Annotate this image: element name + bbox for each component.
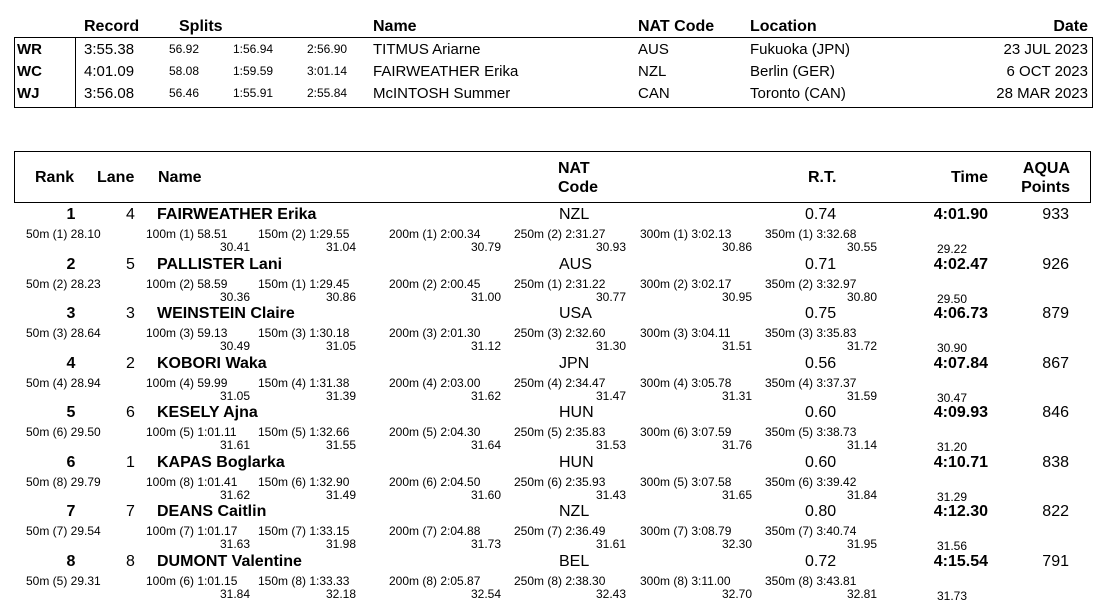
split-cumulative: 200m (5) 2:04.30 <box>389 425 481 439</box>
split-cumulative: 100m (7) 1:01.17 <box>146 524 238 538</box>
split-lap: 30.41 <box>219 240 250 254</box>
result-aqua-points: 822 <box>1042 503 1069 520</box>
records-col-gap <box>307 16 373 38</box>
split-cumulative: 200m (1) 2:00.34 <box>389 227 481 241</box>
result-main-line <box>14 551 1092 573</box>
split-cumulative: 300m (3) 3:04.11 <box>640 326 731 340</box>
records-col-location: Location <box>750 16 940 38</box>
split-lap: 31.14 <box>846 438 877 452</box>
split-cumulative: 300m (6) 3:07.59 <box>640 425 732 439</box>
split-cumulative: 100m (5) 1:01.11 <box>146 425 237 439</box>
split-lap: 31.65 <box>721 487 752 502</box>
split-cumulative: 150m (4) 1:31.38 <box>258 375 350 390</box>
result-row <box>14 501 1092 551</box>
result-time: 4:06.73 <box>933 305 988 322</box>
record-split: 1:55.91 <box>233 86 274 100</box>
records-col-splits: Splits <box>169 16 307 38</box>
split-cell <box>514 525 626 551</box>
split-cumulative: 50m (7) 29.54 <box>26 524 101 538</box>
split-cumulative: 250m (4) 2:34.47 <box>514 375 606 390</box>
split-cumulative: 300m (1) 3:02.13 <box>640 227 732 241</box>
split-cell <box>146 575 250 601</box>
record-split: 2:56.90 <box>307 42 348 56</box>
split-cumulative: 350m (4) 3:37.37 <box>765 375 857 390</box>
result-rt: 0.72 <box>805 552 837 570</box>
split-lap: 31.84 <box>846 487 877 502</box>
result-lane: 3 <box>126 305 135 322</box>
split-lap: 31.61 <box>219 438 250 452</box>
split-cell <box>640 575 752 601</box>
result-lane: 4 <box>126 206 135 223</box>
split-cell <box>514 278 626 304</box>
record-nat-code: AUS <box>638 40 669 58</box>
split-cumulative: 350m (8) 3:43.81 <box>765 573 857 588</box>
split-cumulative: 300m (2) 3:02.17 <box>640 276 732 291</box>
split-cumulative: 150m (1) 1:29.45 <box>258 276 350 291</box>
split-cumulative: 100m (6) 1:01.15 <box>146 573 238 588</box>
split-cumulative: 150m (5) 1:32.66 <box>258 425 350 439</box>
split-cell <box>26 525 101 538</box>
split-cumulative: 350m (5) 3:38.73 <box>765 425 857 439</box>
result-name: DUMONT Valentine <box>157 552 302 570</box>
record-holder-name: TITMUS Ariarne <box>373 40 481 58</box>
split-cumulative: 50m (4) 28.94 <box>26 375 101 390</box>
split-cell <box>146 228 250 254</box>
result-rt: 0.71 <box>805 255 837 273</box>
results-col-aqua: AQUA <box>1022 160 1070 177</box>
record-split: 56.92 <box>169 42 200 56</box>
split-cell <box>258 278 356 304</box>
split-cumulative: 100m (8) 1:01.41 <box>146 474 238 489</box>
record-date: 23 JUL 2023 <box>1003 40 1088 58</box>
split-lap: 30.79 <box>470 240 501 254</box>
split-cumulative: 50m (2) 28.23 <box>26 276 101 291</box>
split-cumulative: 300m (4) 3:05.78 <box>640 375 732 390</box>
split-lap: 30.95 <box>721 289 752 304</box>
record-split: 2:55.84 <box>307 86 348 100</box>
results-col-lane: Lane <box>97 169 135 186</box>
record-type: WJ <box>17 84 40 102</box>
result-row <box>14 303 1092 353</box>
result-main-line <box>14 501 1092 523</box>
split-cumulative: 100m (3) 59.13 <box>146 326 228 340</box>
split-cumulative: 250m (3) 2:32.60 <box>514 326 606 340</box>
split-cumulative: 250m (1) 2:31.22 <box>514 276 606 291</box>
result-name: PALLISTER Lani <box>157 255 283 273</box>
record-split: 56.46 <box>169 86 200 100</box>
split-final-lap: 29.50 <box>936 291 967 306</box>
record-date: 28 MAR 2023 <box>996 84 1088 102</box>
split-lap: 31.53 <box>595 438 626 452</box>
split-cumulative: 50m (3) 28.64 <box>26 326 101 340</box>
split-lap: 31.43 <box>595 487 626 502</box>
split-cell <box>389 377 501 403</box>
split-lap: 31.49 <box>325 487 356 502</box>
result-time: 4:15.54 <box>933 552 988 570</box>
result-lane: 5 <box>126 255 135 273</box>
split-cumulative: 300m (5) 3:07.58 <box>640 474 732 489</box>
split-cumulative: 150m (3) 1:30.18 <box>258 326 350 340</box>
split-cell <box>640 525 752 551</box>
split-lap: 31.55 <box>325 438 356 452</box>
result-aqua-points: 879 <box>1042 305 1069 322</box>
result-lane: 6 <box>126 404 135 421</box>
split-cell <box>640 278 752 304</box>
record-type: WR <box>17 40 42 58</box>
split-lap: 31.31 <box>721 388 752 403</box>
split-cell <box>26 575 101 588</box>
split-cumulative: 200m (7) 2:04.88 <box>389 524 481 538</box>
result-main-line <box>14 452 1092 474</box>
split-cumulative: 50m (1) 28.10 <box>26 227 101 241</box>
split-cell <box>640 228 752 254</box>
result-row <box>14 254 1092 304</box>
split-cell <box>640 377 752 403</box>
record-date: 6 OCT 2023 <box>1006 62 1088 80</box>
split-cell <box>26 327 101 340</box>
result-rt: 0.74 <box>805 206 837 223</box>
split-cumulative: 300m (8) 3:11.00 <box>640 573 731 588</box>
split-cell <box>765 426 877 452</box>
result-nat: BEL <box>559 552 590 570</box>
split-lap: 31.72 <box>846 339 877 353</box>
result-aqua-points: 846 <box>1042 404 1069 421</box>
split-cell <box>765 575 877 601</box>
split-lap: 32.54 <box>470 586 501 601</box>
split-lap: 31.00 <box>470 289 501 304</box>
split-cell <box>514 377 626 403</box>
split-cell <box>26 377 101 390</box>
result-rank: 2 <box>66 255 76 273</box>
result-nat: HUN <box>559 453 594 471</box>
split-lap: 30.49 <box>219 339 250 353</box>
result-name: KOBORI Waka <box>157 354 267 372</box>
split-final-lap: 30.90 <box>936 341 967 355</box>
result-name: KAPAS Boglarka <box>157 453 285 471</box>
result-time: 4:09.93 <box>933 404 988 421</box>
result-main-line <box>14 353 1092 375</box>
records-col-nat: NAT Code <box>638 16 750 38</box>
split-cell <box>258 426 356 452</box>
split-lap: 31.64 <box>470 438 501 452</box>
result-main-line <box>14 303 1092 325</box>
result-name: FAIRWEATHER Erika <box>157 206 317 223</box>
split-lap: 30.80 <box>846 289 877 304</box>
split-cumulative: 50m (6) 29.50 <box>26 425 101 439</box>
split-cumulative: 50m (8) 29.79 <box>26 474 101 489</box>
record-nat-code: CAN <box>638 84 670 102</box>
split-cumulative: 350m (2) 3:32.97 <box>765 276 857 291</box>
split-cumulative: 150m (2) 1:29.55 <box>258 227 350 241</box>
result-rank: 1 <box>66 206 76 223</box>
record-location: Toronto (CAN) <box>750 84 846 102</box>
result-aqua-points: 867 <box>1042 354 1069 372</box>
result-rank: 3 <box>66 305 76 322</box>
split-cumulative: 100m (2) 58.59 <box>146 276 228 291</box>
split-lap: 31.84 <box>219 586 250 601</box>
split-cumulative: 200m (8) 2:05.87 <box>389 573 481 588</box>
split-lap: 31.63 <box>219 537 250 551</box>
record-split: 1:56.94 <box>233 42 274 56</box>
record-time: 4:01.09 <box>84 62 135 80</box>
result-name: WEINSTEIN Claire <box>157 305 295 322</box>
split-cell <box>389 426 501 452</box>
result-main-line <box>14 204 1092 226</box>
split-cell <box>389 525 501 551</box>
split-lap: 31.51 <box>721 339 752 353</box>
results-col-name: Name <box>158 169 202 186</box>
split-lap: 30.86 <box>721 240 752 254</box>
split-lap: 31.59 <box>846 388 877 403</box>
split-cumulative: 50m (5) 29.31 <box>26 573 101 588</box>
split-cell <box>258 228 356 254</box>
split-cell <box>258 575 356 601</box>
split-cell <box>389 327 501 353</box>
split-cumulative: 300m (7) 3:08.79 <box>640 524 732 538</box>
record-location: Berlin (GER) <box>750 62 836 80</box>
result-aqua-points: 926 <box>1042 255 1069 273</box>
split-cell <box>146 377 250 403</box>
split-lap: 31.62 <box>219 487 250 502</box>
split-cumulative: 350m (7) 3:40.74 <box>765 524 857 538</box>
result-time: 4:02.47 <box>933 255 988 273</box>
result-aqua-points: 933 <box>1042 206 1069 223</box>
split-cumulative: 100m (4) 59.99 <box>146 375 228 390</box>
split-final-lap: 31.29 <box>936 489 967 504</box>
result-rank: 5 <box>66 404 76 421</box>
result-main-line <box>14 254 1092 276</box>
result-rt: 0.75 <box>805 305 837 322</box>
split-cell <box>514 426 626 452</box>
split-lap: 31.05 <box>219 388 250 403</box>
result-aqua-points: 791 <box>1042 552 1069 570</box>
split-cumulative: 150m (7) 1:33.15 <box>258 524 350 538</box>
result-row <box>14 551 1092 601</box>
split-lap: 31.76 <box>721 438 752 452</box>
split-cell <box>146 426 250 452</box>
split-cell <box>389 476 501 502</box>
split-cumulative: 100m (1) 58.51 <box>146 227 228 241</box>
split-lap: 32.30 <box>721 537 752 551</box>
record-time: 3:56.08 <box>84 84 135 102</box>
result-nat: NZL <box>559 206 590 223</box>
result-rank: 4 <box>66 354 76 372</box>
result-time: 4:12.30 <box>933 503 988 520</box>
split-cumulative: 250m (8) 2:38.30 <box>514 573 606 588</box>
split-lap: 32.43 <box>595 586 626 601</box>
split-cell <box>640 327 752 353</box>
result-lane: 7 <box>126 503 135 520</box>
split-lap: 31.62 <box>470 388 501 403</box>
split-cell <box>258 377 356 403</box>
split-lap: 30.86 <box>325 289 356 304</box>
result-lane: 8 <box>126 552 135 570</box>
split-cell <box>26 278 101 291</box>
split-cell <box>26 228 101 241</box>
result-row <box>14 353 1092 403</box>
result-rt: 0.60 <box>805 453 837 471</box>
record-split: 1:59.59 <box>233 64 274 78</box>
result-time: 4:01.90 <box>933 206 988 223</box>
split-lap: 31.05 <box>325 339 356 353</box>
result-nat: AUS <box>559 255 592 273</box>
split-cumulative: 250m (7) 2:36.49 <box>514 524 606 538</box>
split-final-lap: 31.20 <box>936 440 967 454</box>
record-type: WC <box>17 62 42 80</box>
result-aqua-points: 838 <box>1042 453 1069 471</box>
record-row <box>14 82 1092 104</box>
split-cell <box>640 476 752 502</box>
record-split: 58.08 <box>169 64 200 78</box>
result-nat: JPN <box>559 354 590 372</box>
result-rank: 6 <box>66 453 76 471</box>
result-rank: 8 <box>66 552 76 570</box>
split-lap: 32.70 <box>721 586 752 601</box>
records-col-record: Record <box>84 16 169 38</box>
results-col-rt: R.T. <box>808 169 837 186</box>
result-main-line <box>14 402 1092 424</box>
result-nat: USA <box>559 305 592 322</box>
split-cell <box>258 476 356 502</box>
split-lap: 30.93 <box>595 240 626 254</box>
result-lane: 1 <box>126 453 135 471</box>
split-final-lap: 29.22 <box>936 242 967 256</box>
split-lap: 31.47 <box>595 388 626 403</box>
result-row <box>14 452 1092 502</box>
split-cumulative: 250m (6) 2:35.93 <box>514 474 606 489</box>
records-header-row <box>14 16 1092 38</box>
split-cell <box>765 228 877 254</box>
split-cell <box>146 278 250 304</box>
result-rt: 0.60 <box>805 404 837 421</box>
split-final-lap: 30.47 <box>936 390 967 405</box>
results-col-rank: Rank <box>35 169 75 186</box>
results-col-time: Time <box>950 169 988 186</box>
record-holder-name: McINTOSH Summer <box>373 84 511 102</box>
split-cumulative: 150m (6) 1:32.90 <box>258 474 350 489</box>
split-lap: 30.55 <box>846 240 877 254</box>
split-cell <box>765 377 877 403</box>
split-cell <box>765 525 877 551</box>
result-nat: HUN <box>559 404 594 421</box>
records-table <box>14 16 1092 104</box>
split-final-lap: 31.56 <box>936 539 967 553</box>
split-lap: 31.95 <box>846 537 877 551</box>
result-rt: 0.56 <box>805 354 837 372</box>
split-cumulative: 350m (3) 3:35.83 <box>765 326 857 340</box>
result-rank: 7 <box>66 503 76 520</box>
split-cell <box>258 525 356 551</box>
results-header <box>14 151 1091 203</box>
result-lane: 2 <box>126 354 135 372</box>
record-holder-name: FAIRWEATHER Erika <box>373 62 519 80</box>
split-lap: 31.30 <box>595 339 626 353</box>
results-col-code: Code <box>558 179 598 196</box>
split-cell <box>146 525 250 551</box>
result-row <box>14 204 1092 254</box>
split-lap: 31.98 <box>325 537 356 551</box>
split-lap: 32.18 <box>325 586 356 601</box>
split-cell <box>514 228 626 254</box>
split-cell <box>514 575 626 601</box>
records-col-blank <box>14 16 84 38</box>
result-time: 4:07.84 <box>933 354 988 372</box>
result-row <box>14 402 1092 452</box>
split-cell <box>146 476 250 502</box>
split-cell <box>26 426 101 439</box>
result-name: DEANS Caitlin <box>157 503 267 520</box>
split-final-lap: 31.73 <box>936 588 967 603</box>
split-cumulative: 350m (6) 3:39.42 <box>765 474 857 489</box>
record-time: 3:55.38 <box>84 40 135 58</box>
split-cell <box>640 426 752 452</box>
split-cell <box>389 575 501 601</box>
split-lap: 32.81 <box>846 586 877 601</box>
split-lap: 31.73 <box>470 537 501 551</box>
split-cell <box>514 327 626 353</box>
split-lap: 31.12 <box>470 339 501 353</box>
split-cell <box>258 327 356 353</box>
result-nat: NZL <box>559 503 590 520</box>
split-cell <box>389 228 501 254</box>
split-cell <box>389 278 501 304</box>
split-cell <box>765 278 877 304</box>
results-col-nat: NAT <box>558 160 590 177</box>
result-name: KESELY Ajna <box>157 404 258 421</box>
record-nat-code: NZL <box>638 62 667 80</box>
split-cumulative: 200m (4) 2:03.00 <box>389 375 481 390</box>
split-cumulative: 200m (3) 2:01.30 <box>389 326 481 340</box>
split-lap: 31.61 <box>595 537 626 551</box>
split-cell <box>765 476 877 502</box>
records-col-date: Date <box>940 16 1092 38</box>
split-lap: 31.39 <box>325 388 356 403</box>
split-cell <box>26 476 101 489</box>
split-cell <box>146 327 250 353</box>
record-split: 3:01.14 <box>307 64 348 78</box>
split-cumulative: 200m (2) 2:00.45 <box>389 276 481 291</box>
split-cell <box>765 327 877 353</box>
split-cumulative: 250m (2) 2:31.27 <box>514 227 606 241</box>
results-col-points: Points <box>1021 179 1070 196</box>
split-lap: 31.60 <box>470 487 501 502</box>
split-cumulative: 150m (8) 1:33.33 <box>258 573 350 588</box>
record-location: Fukuoka (JPN) <box>750 40 851 58</box>
split-lap: 30.36 <box>219 289 250 304</box>
result-rt: 0.80 <box>805 503 837 520</box>
record-row <box>14 60 1092 82</box>
split-cell <box>514 476 626 502</box>
split-cumulative: 250m (5) 2:35.83 <box>514 425 606 439</box>
records-col-name: Name <box>373 16 638 38</box>
result-time: 4:10.71 <box>933 453 988 471</box>
results-list <box>14 204 1092 603</box>
split-cumulative: 350m (1) 3:32.68 <box>765 227 857 241</box>
split-cumulative: 200m (6) 2:04.50 <box>389 474 481 489</box>
record-row <box>14 38 1092 61</box>
split-lap: 30.77 <box>595 289 626 304</box>
split-lap: 31.04 <box>325 240 356 254</box>
